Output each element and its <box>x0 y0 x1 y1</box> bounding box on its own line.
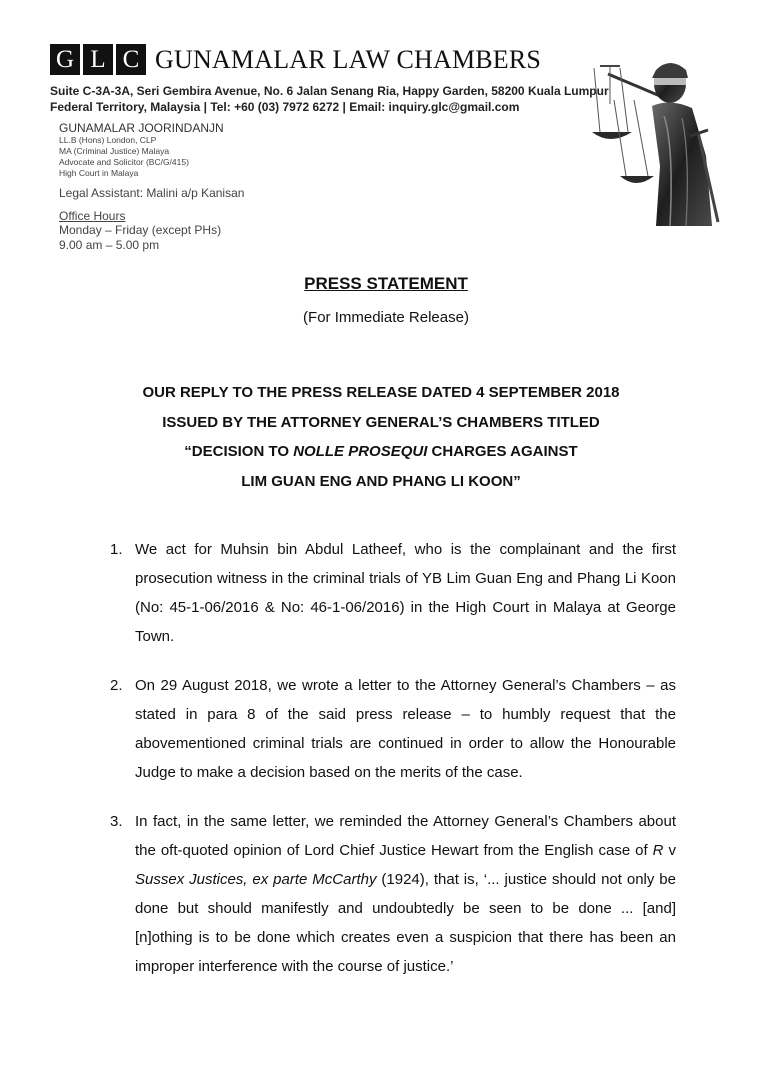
address-line-2: Federal Territory, Malaysia | Tel: +60 (03) 7972 6272 | Email: inquiry.glc@gmail.com <box>50 100 520 114</box>
lawyer-name: GUNAMALAR JOORINDANJN <box>59 121 224 135</box>
qualification: High Court in Malaya <box>59 168 139 178</box>
paragraph-text-part: In fact, in the same letter, we reminded the Attorney General’s Chambers about the oft-quoted opinion of Lord Chief Justice Hewart from the English case of <box>135 813 676 859</box>
paragraph-3 <box>110 807 676 981</box>
office-hours-title: Office Hours <box>59 209 126 223</box>
office-hours-days: Monday – Friday (except PHs) <box>59 223 222 237</box>
paragraph-text-part: v <box>663 842 676 859</box>
paragraph-text <box>135 807 676 981</box>
heading-italic-text: NOLLE PROSEQUI <box>293 443 428 460</box>
heading-line: ISSUED BY THE ATTORNEY GENERAL’S CHAMBERS TITLED <box>162 413 600 431</box>
lawyer-qualifications <box>59 135 244 179</box>
heading-line: LIM GUAN ENG AND PHANG LI KOON” <box>241 472 521 490</box>
office-hours-time: 9.00 am – 5.00 pm <box>59 238 160 252</box>
paragraph-text: On 29 August 2018, we wrote a letter to the Attorney General’s Chambers – as stated in para 8 of the said press release – to humbly request that the abovementioned criminal trials are continued in order to allow the Honourable Judge to make a decision based on the merits of the case. <box>135 677 676 781</box>
logo-letter-l: L <box>83 44 113 75</box>
qualification: MA (Criminal Justice) Malaya <box>59 146 170 156</box>
case-name-italic: R <box>652 842 664 859</box>
paragraph-number: 3. <box>110 813 123 830</box>
paragraph-2 <box>110 671 676 787</box>
logo-letter-c: C <box>116 44 146 75</box>
press-statement-title: PRESS STATEMENT <box>304 274 468 293</box>
address-line-1: Suite C-3A-3A, Seri Gembira Avenue, No. 6 Jalan Senang Ria, Happy Garden, 58200 Kuala Lumpur <box>50 84 609 98</box>
reply-heading <box>0 378 762 496</box>
paragraph-1 <box>110 535 676 651</box>
logo-letter-g: G <box>50 44 80 75</box>
heading-text: CHARGES AGAINST <box>427 443 578 460</box>
paragraph-text: We act for Muhsin bin Abdul Latheef, who is the complainant and the first prosecution witness in the criminal trials of YB Lim Guan Eng and Phang Li Koon (No: 45-1-06/2016 & No: 46-1-06/2016) in the High Court in Malaya at George Town. <box>135 541 676 645</box>
lawyer-info <box>59 122 244 253</box>
legal-assistant: Legal Assistant: Malini a/p Kanisan <box>59 186 245 200</box>
firm-name: GUNAMALAR LAW CHAMBERS <box>155 44 542 74</box>
statement-body <box>110 535 676 1001</box>
lady-justice-icon <box>590 36 750 226</box>
heading-text: “DECISION TO <box>184 443 294 460</box>
paragraph-number: 2. <box>110 677 123 694</box>
firm-logo <box>50 44 541 75</box>
case-name-italic: Sussex Justices, ex parte McCarthy <box>135 871 377 888</box>
heading-line: OUR REPLY TO THE PRESS RELEASE DATED 4 SEPTEMBER 2018 <box>142 384 620 401</box>
qualification: Advocate and Solicitor (BC/G/415) <box>59 157 189 167</box>
firm-address <box>50 83 609 115</box>
qualification: LL.B (Hons) London, CLP <box>59 135 157 145</box>
press-statement-subtitle: (For Immediate Release) <box>303 309 469 326</box>
paragraph-number: 1. <box>110 541 123 558</box>
heading-line <box>0 437 762 467</box>
paragraph-text-part: (1924), that is, ‘... justice should not only be done but should manifestly and undoubtedly be seen to be done ... [and] [n]othing is to be done which creates even a suspicion that there has been an improper interference with the course of justice.’ <box>135 871 676 975</box>
